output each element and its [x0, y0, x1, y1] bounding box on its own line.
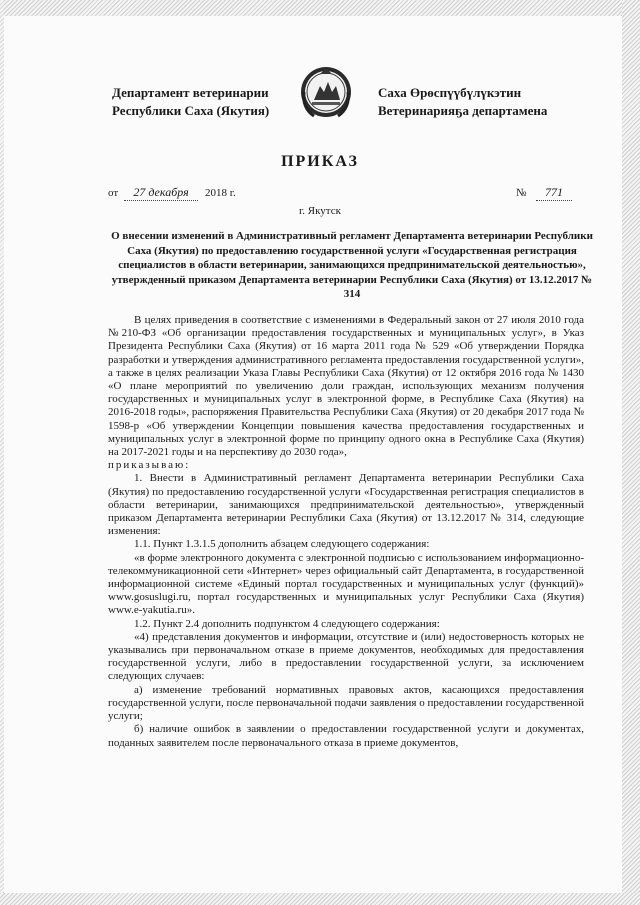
orders-word: приказываю: — [108, 459, 191, 472]
letterhead-left-line1: Департамент ветеринарии — [112, 85, 269, 100]
item-1-1-text: «в форме электронного документа с электронной подписью с использованием информационно-телекоммуникационной сети «Интернет» через официальный сайт Департамента, в государственной информационной системе «Единый портал государственных и муниципальных услуг (функций)» www.gosuslugi.ru, портал государственных и муниципальных услуг Республики Саха (Якутия) www.e-yakutia.ru». — [108, 551, 584, 617]
letterhead-right-line1: Саха Өрөспүүбүлүкэтин — [378, 85, 522, 100]
preamble-paragraph: В целях приведения в соответствие с изменениями в Федеральный закон от 27 июля 2010 года №210-ФЗ «Об организации предоставления государственных и муниципальных услуг», в Указ Президента Республики Саха (Якутия) от 16 марта 2011 года № 529 «Об утверждении Порядка разработки и утверждения административного регламента предоставления государственной услуги», а также в целях реализации Указа Главы Республики Саха (Якутия) от 12 октября 2016 года № 1430 «О плане мероприятий по увеличению доли граждан, использующих механизм получения государственных и муниципальных услуг в электронной форме, в Республике Саха (Якутия) на 2016-2018 годы», распоряжения Правительства Республики Саха (Якутия) от 20 декабря 2017 года № 1598-р «Об утверждении Концепции повышения качества предоставления государственных и муниципальных услуг в электронной форме по принципу одного окна в Республике Саха (Якутия) на 2017-2021 годы и на перспективу до 2030 года», — [108, 314, 584, 459]
handwritten-number: 771 — [536, 185, 572, 201]
item-1: 1. Внести в Административный регламент Департамента ветеринарии Республики Саха (Якутия) по предоставлению государственной услуги «Государственная регистрация специалистов в области ветеринарии, занимающихся предпринимательской деятельностью», утвержденный приказом Департамента ветеринарии Республики Саха (Якутия) от 13.12.2017 № 314, следующие изменения: — [108, 472, 584, 538]
letterhead — [0, 80, 640, 150]
letterhead-right — [378, 84, 547, 120]
item-1-2: 1.2. Пункт 2.4 дополнить подпунктом 4 следующего содержания: — [134, 617, 440, 630]
order-date-number-line — [0, 187, 640, 203]
coat-of-arms-icon — [298, 62, 354, 124]
document-body — [108, 314, 584, 750]
date-prefix: от — [108, 187, 119, 199]
letterhead-left — [112, 84, 269, 120]
subitem-b: б) наличие ошибок в заявлении о предоставлении государственной услуги и документах, поданных заявителем после первоначального отказа в приеме документов, — [108, 723, 584, 749]
handwritten-date: 27 декабря — [124, 185, 198, 201]
item-1-1: 1.1. Пункт 1.3.1.5 дополнить абзацем следующего содержания: — [134, 538, 430, 551]
subitem-a: а) изменение требований нормативных правовых актов, касающихся предоставления государственной услуги, после первоначальной подачи заявления о предоставлении государственной услуги; — [108, 683, 584, 723]
date-year: 2018 г. — [205, 187, 236, 199]
scan-edge-bottom — [0, 893, 640, 905]
number-label: № — [516, 187, 527, 199]
city: г. Якутск — [299, 205, 341, 217]
letterhead-right-line2: Ветеринарияҕа департамена — [378, 103, 548, 118]
item-1-2-text: «4) представления документов и информации, отсутствие и (или) недостоверность которых не указывались при первоначальном отказе в приеме документов, необходимых для предоставления государственной услуги, либо в предоставлении государственной услуги, за исключением следующих случаев: — [108, 630, 584, 683]
document-subject: О внесении изменений в Административный регламент Департамента ветеринарии Республики Саха (Якутия) по предоставлению государственной услуги «Государственная регистрация специалистов в области ветеринарии, занимающихся предпринимательской деятельностью», утвержденный приказом Департамента ветеринарии Республики Саха (Якутия) от 13.12.2017 № 314 — [111, 230, 593, 300]
document-title: ПРИКАЗ — [281, 153, 359, 170]
scan-edge-top — [0, 0, 640, 16]
letterhead-left-line2: Республики Саха (Якутия) — [112, 103, 270, 118]
